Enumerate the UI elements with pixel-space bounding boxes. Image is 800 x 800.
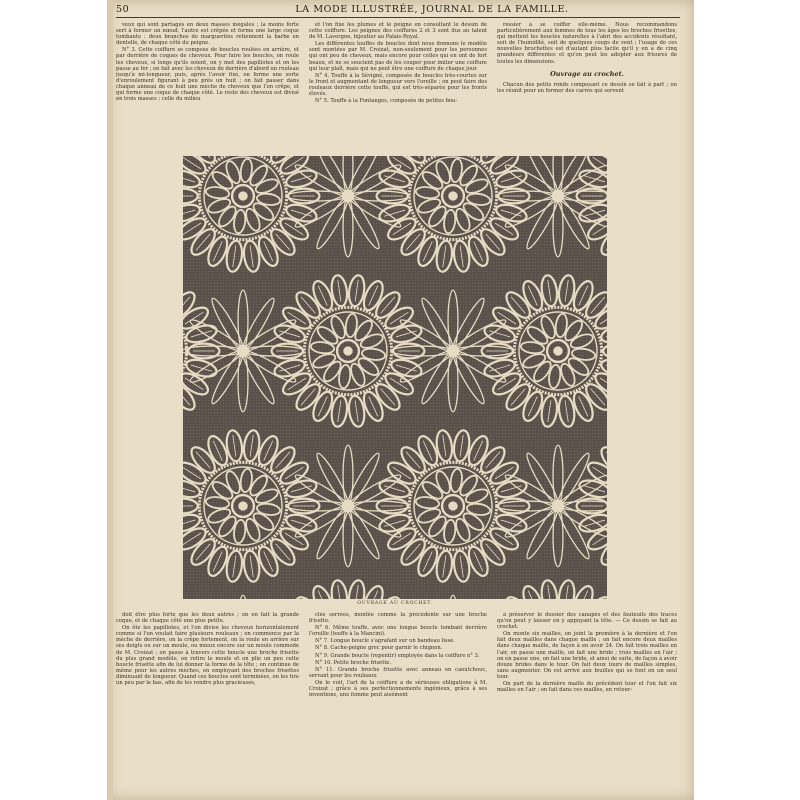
paragraph: On part de la dernière maille du précédent tour et l'on fait six mailles en l'air ; on fait dans ces mailles, en retour- xyxy=(497,681,677,694)
top-column-3 xyxy=(497,22,677,155)
page-spine-shadow xyxy=(107,0,113,800)
paragraph: N° 7. Longue boucle s'agrafant sur un bandeau lisse. xyxy=(315,638,455,645)
page-number: 50 xyxy=(116,4,130,15)
bottom-column-1 xyxy=(116,612,299,792)
paragraph: Les différentes touffes de boucles dont nous donnons le modèle sont montées par M. Croizat, non-seulement pour les personnes qui ont peu de cheveux, mais encore pour celles qui en ont de fort beaux, et ne se soucient pas de les couper pour imiter une coiffure qui leur plaît, mais qui ne peut être une coiffure de chaque jour. xyxy=(309,41,487,72)
top-column-1 xyxy=(116,22,299,155)
paragraph: On ôte les papillotes, et l'on divise les cheveux horizontalement comme si l'on voulait faire plusieurs rouleaux ; on commence par la mèche de derrière, on la crêpe fortement, on la roule en arrière sur ses doigts ou sur un moule, ou mieux encore sur un moule commode de M. Croizat ; on passe à travers cette boucle une broche frisette du plus grand modèle, on retire le moule et on plie un peu cette boucle frisette afin de lui donner la forme de la tête ; on continue de même pour les autres mèches, en employant des broches frisettes diminuant de longueur. Quand ces boucles sont terminées, on les tire un peu par le bas, afin de les rendre plus gracieuses, xyxy=(116,625,299,687)
paragraph: doit être plus forte que les deux autres ; on en fait la grande coque, et de chaque côté une plus petite. xyxy=(116,612,299,625)
paragraph: N° 9. Grande boucle (repentir) employée dans la coiffure n° 3. xyxy=(315,652,480,659)
lace-engraving xyxy=(183,156,607,599)
illustration-caption: OUVRAGE AU CROCHET. xyxy=(357,601,433,606)
bottom-column-2 xyxy=(309,612,487,792)
paragraph: à préserver le dossier des canapés et des fauteuils des traces qu'on peut y laisser en y appuyant la tête. — Ce dessin se fait au crochet. xyxy=(497,612,677,631)
paragraph: On le voit, l'art de la coiffure a de sérieuses obligations à M. Croizat ; grâce à ses perfectionnements ingénieux, grâce à ses inventions, une femme peut aisément xyxy=(309,679,487,699)
paragraph: N° 8. Cache-peigne grec pour garnir le chignon. xyxy=(315,645,443,652)
paragraph: N° 4. Touffe à la Sévigné, composée de boucles très-courtes sur le front et augmentant de longueur vers l'oreille ; on peut faire des rouleaux derrière cette touffe, qui est très-séparée pour les fronts élevés. xyxy=(309,72,487,98)
journal-title: LA MODE ILLUSTRÉE, JOURNAL DE LA FAMILLE. xyxy=(295,4,569,15)
journal-page xyxy=(107,0,694,800)
paragraph: ressier à se coiffer elle-même. Nous recommandons particulièrement aux femmes de tous les âges les broches frisettes, qui mettent les boucles naturelles à l'abri des accidents résultant, soit de l'humidité, soit de quelques coups de vent ; l'usage de ces nouvelles brochettes est d'autant plus facile qu'il y en a de cinq grandeurs différentes et qu'on peut les adopter aux frisures de toutes les dimensions. xyxy=(497,22,677,65)
header-rule xyxy=(116,17,680,18)
top-column-2 xyxy=(309,22,487,155)
paragraph: veux qui sont partagés en deux masses inégales ; la moins forte sert à former un nœud, l'autre est crêpée et forme une large coque tombante : deux branches de marguerites retiennent la barbe en dentelle, de chaque côté du peigne. xyxy=(116,22,299,47)
paragraph: On monte six mailles, on joint la première à la dernière et l'on fait deux mailles dans chaque maille ; on fait encore deux mailles dans chaque maille, de façon à en avoir 24. On fait trois mailles en l'air, on passe une maille, on fait une bride ; trois mailles en l'air ; on en passe une, on fait une bride, et ainsi de suite, de façon à avoir douze brides dans le tour. On fait deux tours de mailles simples, sans augmenter. On est arrivé aux feuilles qui se font en un seul tour. xyxy=(497,631,677,680)
paragraph: Chacun des petits ronds composant ce dessin se fait à part ; on les réunit pour en former des carrés qui servent xyxy=(497,81,677,94)
paragraph: N° 5. Touffe à la Fontanges, composée de petites bou- xyxy=(315,98,458,105)
bottom-column-3 xyxy=(497,612,677,792)
paragraph: N° 3. Cette coiffure se compose de boucles roulées en arrière, et par derrière de coques de cheveux. Pour faire les boucles, on roule les cheveux, si longs qu'ils soient, on y met des papillotes et on les passe au fer ; on fait avec les cheveux de derrière d'abord un rouleau jusqu'à mi-longueur, puis, après l'avoir fixé, on forme une sorte d'enroulement figurant à peu près un huit ; on fait passer dans chaque anneau de ce huit une mèche de cheveux que l'on crêpe, et qui forme une coque de chaque côté. Le reste des cheveux est divisé en trois masses ; celle du milieu xyxy=(116,47,299,103)
crochet-lace-illustration xyxy=(183,156,607,599)
paragraph: N° 6. Même touffe, avec une longue boucle tombant derrière l'oreille (touffe à la Mancini). xyxy=(309,625,487,638)
section-heading: Ouvrage au crochet. xyxy=(550,69,624,78)
paragraph: N° 11. Grande broche frisette avec anneau en caoutchouc, servant pour les rouleaux. xyxy=(309,666,487,679)
paragraph: N° 10. Petite broche frisette. xyxy=(315,659,392,666)
paragraph: et l'on fixe les plumes et le peigne en consultant le dessin de cette coiffure. Les peignes des coiffures 2 et 3 sont dus au talent de M. Lavergne, bijoutier au Palais-Royal. xyxy=(309,22,487,41)
paragraph: clés serrées, montée comme la précédente sur une broche frisette. xyxy=(309,612,487,625)
